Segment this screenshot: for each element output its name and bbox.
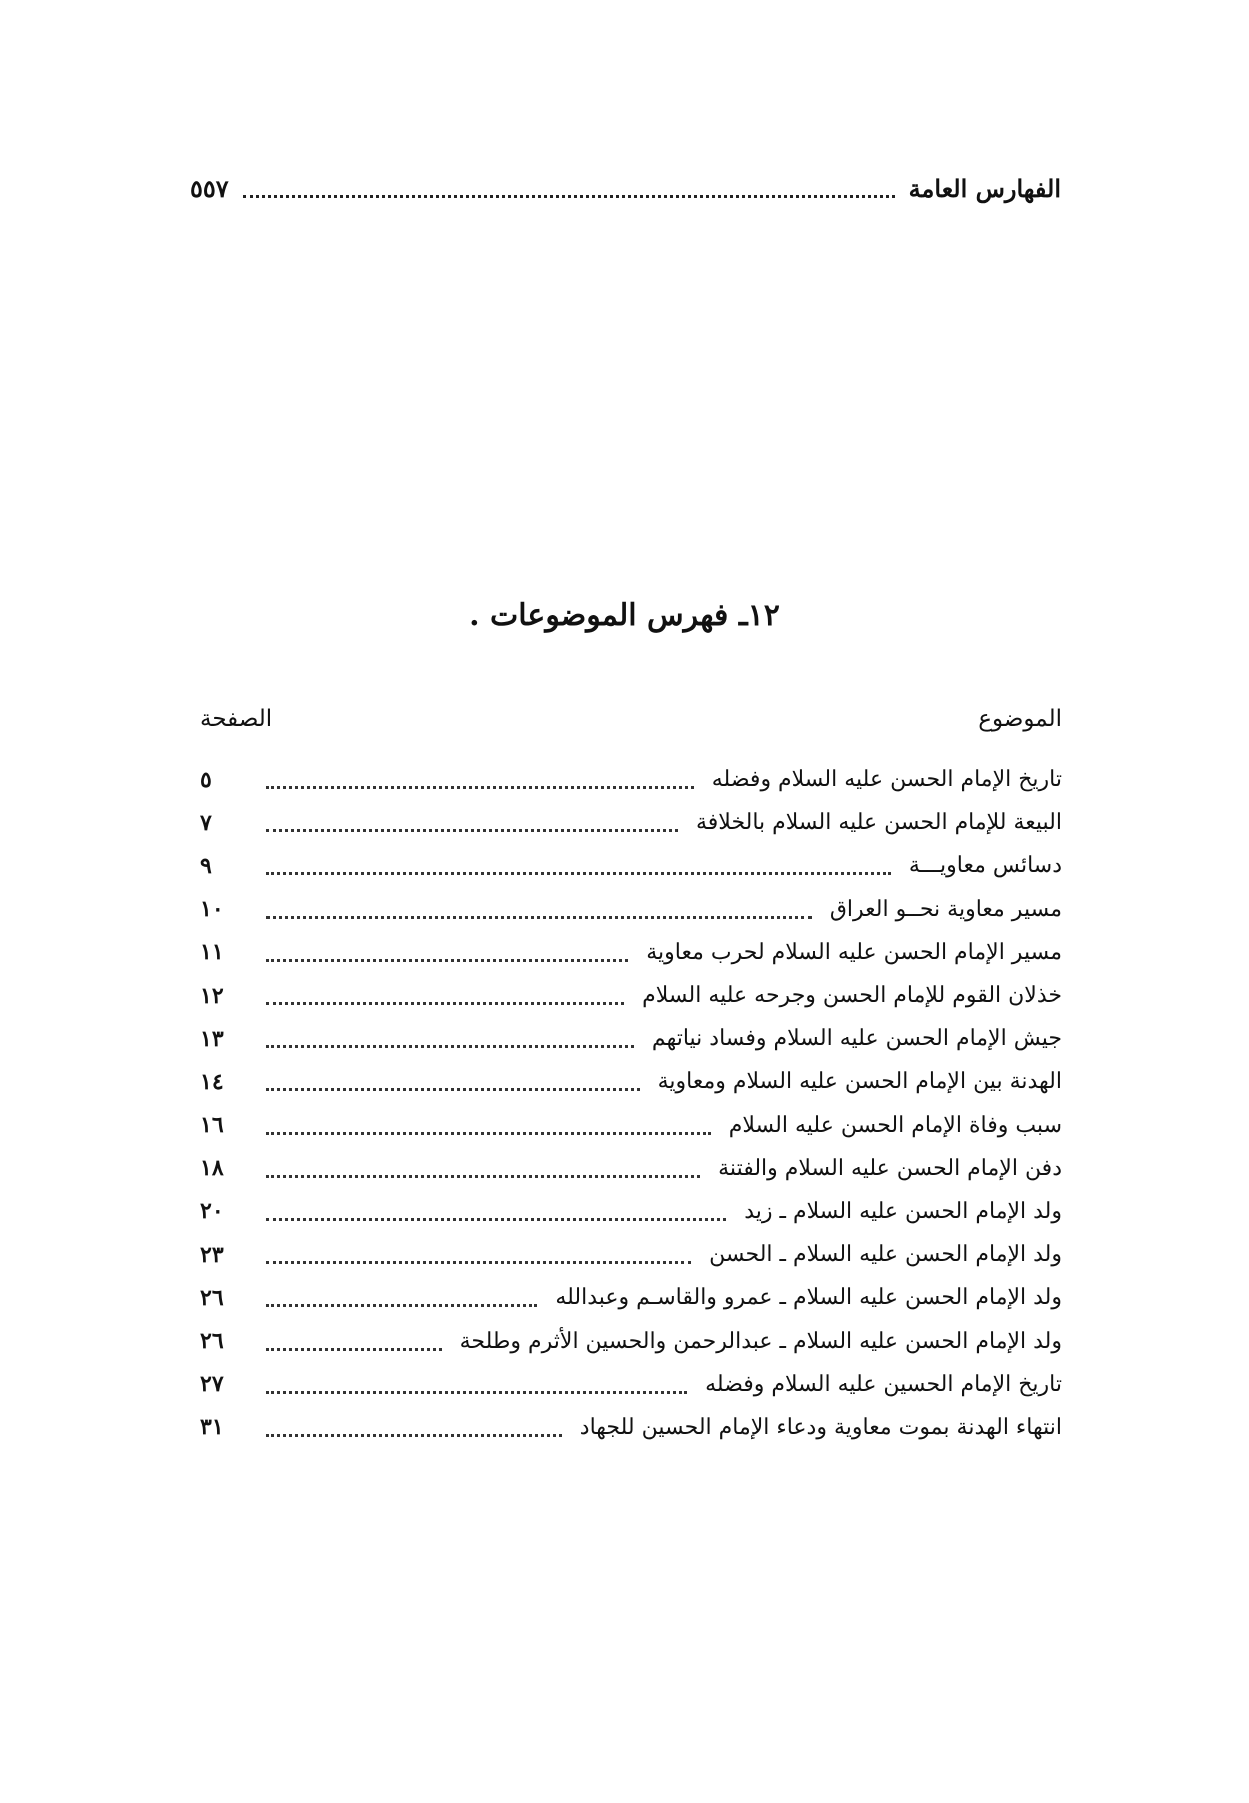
toc-entry-page: ٢٠ [200, 1198, 224, 1225]
toc-entry [200, 1147, 1062, 1190]
dot-leader [266, 1088, 640, 1091]
column-headers [200, 706, 1062, 742]
toc-entry [200, 1233, 1062, 1276]
toc-entry [200, 1363, 1062, 1406]
toc-entry-topic: دفن الإمام الحسن عليه السلام والفتنة [718, 1155, 1062, 1181]
toc-entry-page: ٣١ [200, 1414, 224, 1441]
toc-entry-topic: الهدنة بين الإمام الحسن عليه السلام ومعاوية [657, 1069, 1062, 1095]
dot-leader [266, 1348, 442, 1351]
toc-entry [200, 1190, 1062, 1233]
dot-leader [266, 1218, 726, 1221]
toc-entry-topic: تاريخ الإمام الحسين عليه السلام وفضله [705, 1371, 1062, 1397]
dot-leader [266, 916, 812, 919]
toc-entry-topic: ولد الإمام الحسن عليه السلام ـ عبدالرحمن والحسين الأثرم وطلحة [459, 1328, 1062, 1354]
dot-leader [266, 829, 678, 832]
toc-entry-page: ١٢ [200, 982, 224, 1009]
toc-entry-page: ١٨ [200, 1155, 224, 1182]
toc-entry-page: ٥ [200, 766, 212, 793]
toc-entry-page: ١١ [200, 939, 224, 966]
toc-entry-topic: سبب وفاة الإمام الحسن عليه السلام [728, 1112, 1062, 1138]
toc-entry-topic: ولد الإمام الحسن عليه السلام ـ عمرو والقاسـم وعبدالله [555, 1285, 1062, 1311]
dot-leader [266, 1434, 562, 1437]
toc-entry [200, 1319, 1062, 1362]
topic-column-header: الموضوع [978, 706, 1062, 732]
dot-leader [266, 1175, 700, 1178]
toc-entry-topic: خذلان القوم للإمام الحسن وجرحه عليه السلام [642, 983, 1062, 1009]
dot-leader [266, 1002, 624, 1005]
dot-leader [266, 786, 694, 789]
toc-entry [200, 844, 1062, 887]
toc-entry [200, 758, 1062, 801]
toc-entry [200, 1406, 1062, 1449]
toc-entry-page: ٢٣ [200, 1241, 224, 1268]
dot-leader [266, 1261, 691, 1264]
toc-entry-topic: جيش الإمام الحسن عليه السلام وفساد نياتهم [651, 1026, 1062, 1052]
dot-leader [266, 959, 628, 962]
toc-entry [200, 1276, 1062, 1319]
toc-entry [200, 1104, 1062, 1147]
toc-entry-topic: تاريخ الإمام الحسن عليه السلام وفضله [711, 767, 1062, 793]
dot-leader [266, 1132, 711, 1135]
toc-list [200, 758, 1062, 1449]
dot-leader [266, 1045, 634, 1048]
page-column-header: الصفحة [200, 706, 273, 732]
toc-entry-topic: دسائس معاويـــة [908, 853, 1062, 879]
section-heading: ١٢ـ فهرس الموضوعات . [469, 598, 780, 633]
toc-entry-topic: البيعة للإمام الحسن عليه السلام بالخلافة [696, 810, 1062, 836]
running-header [190, 168, 1061, 208]
dot-leader [266, 1391, 687, 1394]
toc-entry-page: ٧ [200, 809, 212, 836]
toc-entry-page: ١٦ [200, 1112, 224, 1139]
toc-entry [200, 1017, 1062, 1060]
toc-entry-page: ٢٦ [200, 1284, 224, 1311]
page-number: ٥٥٧ [190, 173, 229, 203]
toc-entry-topic: ولد الإمام الحسن عليه السلام ـ الحسن [709, 1242, 1062, 1268]
dot-leader [243, 195, 895, 198]
toc-entry-topic: مسير الإمام الحسن عليه السلام لحرب معاوية [646, 939, 1062, 965]
dot-leader [266, 872, 891, 875]
toc-entry-page: ٩ [200, 852, 212, 879]
toc-entry-page: ٢٦ [200, 1328, 224, 1355]
toc-entry-page: ٢٧ [200, 1371, 224, 1398]
toc-entry-topic: ولد الإمام الحسن عليه السلام ـ زيد [744, 1198, 1062, 1224]
toc-entry [200, 931, 1062, 974]
toc-entry [200, 974, 1062, 1017]
dot-leader [266, 1304, 537, 1307]
toc-entry-topic: انتهاء الهدنة بموت معاوية ودعاء الإمام الحسين للجهاد [579, 1414, 1062, 1440]
toc-entry [200, 801, 1062, 844]
toc-entry [200, 888, 1062, 931]
toc-entry-page: ١٣ [200, 1025, 224, 1052]
toc-entry-page: ١٠ [200, 896, 224, 923]
toc-entry-topic: مسير معاوية نحــو العراق [829, 896, 1062, 922]
running-header-title: الفهارس العامة [908, 173, 1061, 203]
toc-entry-page: ١٤ [200, 1068, 224, 1095]
toc-entry [200, 1060, 1062, 1103]
